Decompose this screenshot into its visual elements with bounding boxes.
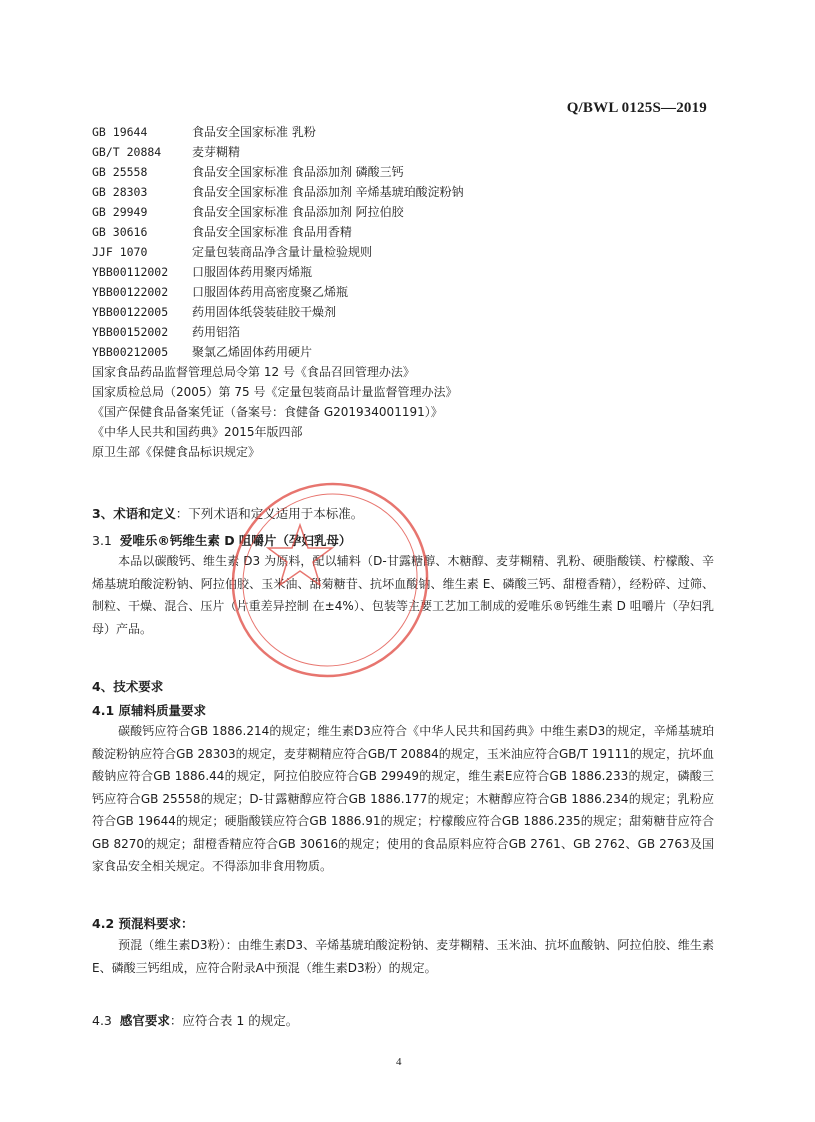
reference-row xyxy=(92,322,732,342)
reference-code: GB 25558 xyxy=(92,165,148,179)
reference-title: 麦芽糊精 xyxy=(192,145,241,159)
reference-code: YBB00152002 xyxy=(92,325,169,339)
reference-code: GB 19644 xyxy=(92,125,148,139)
reference-row xyxy=(92,182,732,202)
reference-row xyxy=(92,162,732,182)
reference-title: 口服固体药用高密度聚乙烯瓶 xyxy=(192,285,349,299)
section-3-1-number: 3.1 xyxy=(92,533,112,548)
reference-title: 定量包装商品净含量计量检验规则 xyxy=(192,245,373,259)
regulation-line: 《中华人民共和国药典》2015年版四部 xyxy=(92,425,303,439)
reference-code: GB 28303 xyxy=(92,185,148,199)
section-4-3-heading xyxy=(92,1011,298,1029)
reference-title: 食品安全国家标准 食品用香精 xyxy=(192,225,352,239)
reference-code: GB 30616 xyxy=(92,225,148,239)
section-4-1-heading xyxy=(92,701,206,719)
reference-code: GB 29949 xyxy=(92,205,148,219)
reference-code: JJF 1070 xyxy=(92,245,148,259)
section-4-3-number: 4.3 xyxy=(92,1013,112,1028)
reference-list xyxy=(92,122,732,362)
section-3-heading xyxy=(92,504,363,522)
reference-title: 药用固体纸袋装硅胶干燥剂 xyxy=(192,305,337,319)
reference-code: YBB00122005 xyxy=(92,305,169,319)
reference-code: YBB00212005 xyxy=(92,345,169,359)
section-3-1-text: 本品以碳酸钙、维生素 D3 为原料，配以辅料（D-甘露糖醇、木糖醇、麦芽糊精、乳粉、硬脂酸镁、柠檬酸、辛烯基琥珀酸淀粉钠、阿拉伯胶、玉米油、甜菊糖苷、抗坏血酸钠、维生素 E、磷酸三钙、甜橙香精），经粉碎、过筛、制粒、干燥、混合、压片（片重差异控制 在±4%）、包装等主要工艺加工制成的爱唯乐®钙维生素 D 咀嚼片（孕妇乳母）产品。 xyxy=(92,554,714,636)
regulation-line: 国家食品药品监督管理总局令第 12 号《食品召回管理办法》 xyxy=(92,365,415,379)
reference-row xyxy=(92,122,732,142)
normative-references xyxy=(92,122,732,462)
section-4-2-text: 预混（维生素D3粉）：由维生素D3、辛烯基琥珀酸淀粉钠、麦芽糊精、玉米油、抗坏血酸钠、阿拉伯胶、维生素E、磷酸三钙组成，应符合附录A中预混（维生素D3粉）的规定。 xyxy=(92,938,714,975)
reference-title: 聚氯乙烯固体药用硬片 xyxy=(192,345,313,359)
reference-row xyxy=(92,262,732,282)
reference-title: 药用铝箔 xyxy=(192,325,241,339)
regulation-line: 国家质检总局（2005）第 75 号《定量包装商品计量监督管理办法》 xyxy=(92,385,458,399)
reference-title: 食品安全国家标准 食品添加剂 阿拉伯胶 xyxy=(192,205,404,219)
reference-title: 食品安全国家标准 食品添加剂 辛烯基琥珀酸淀粉钠 xyxy=(192,185,464,199)
reference-code: GB/T 20884 xyxy=(92,145,162,159)
section-4-3-rest: ：应符合表 1 的规定。 xyxy=(169,1013,299,1028)
section-4-heading xyxy=(92,677,163,695)
reference-row xyxy=(92,342,732,362)
section-4-1-title: 4.1 原辅料质量要求 xyxy=(92,703,206,718)
section-3-1-heading xyxy=(92,531,351,549)
section-4-1-body xyxy=(92,720,714,878)
section-3-heading-bold: 3、术语和定义 xyxy=(92,506,176,521)
reference-code: YBB00122002 xyxy=(92,285,169,299)
section-3-1-title: 爱唯乐®钙维生素 D 咀嚼片（孕妇乳母） xyxy=(119,533,352,548)
document-code: Q/BWL 0125S—2019 xyxy=(566,100,707,116)
reference-row xyxy=(92,282,732,302)
reference-title: 口服固体药用聚丙烯瓶 xyxy=(192,265,313,279)
section-4-1-text: 碳酸钙应符合GB 1886.214的规定；维生素D3应符合《中华人民共和国药典》中维生素D3的规定，辛烯基琥珀酸淀粉钠应符合GB 28303的规定，麦芽糊精应符合GB/T 20884的规定，玉米油应符合GB/T 19111的规定，抗坏血酸钠应符合GB 1886.44的规定，阿拉伯胶应符合GB 29949的规定，维生素E应符合GB 1886.233的规定，磷酸三钙应符合GB 25558的规定；D-甘露糖醇应符合GB 1886.177的规定；木糖醇应符合GB 1886.234的规定；乳粉应符合GB 19644的规定；硬脂酸镁应符合GB 1886.91的规定；柠檬酸应符合GB 1886.235的规定；甜菊糖苷应符合GB 8270的规定；甜橙香精应符合GB 30616的规定；使用的食品原料应符合GB 2761、GB 2762、GB 2763及国家食品安全相关规定。不得添加非食用物质。 xyxy=(92,724,714,873)
section-4-2-body xyxy=(92,934,714,979)
section-4-3-bold: 感官要求 xyxy=(119,1013,170,1028)
reference-row xyxy=(92,142,732,162)
reference-row xyxy=(92,302,732,322)
reference-title: 食品安全国家标准 乳粉 xyxy=(192,125,316,139)
section-4-2-title: 4.2 预混料要求： xyxy=(92,916,194,931)
section-3-1-body xyxy=(92,550,714,640)
reference-row xyxy=(92,202,732,222)
reference-code: YBB00112002 xyxy=(92,265,169,279)
reference-row xyxy=(92,242,732,262)
reference-row xyxy=(92,222,732,242)
section-3-heading-rest: ：下列术语和定义适用于本标准。 xyxy=(175,506,364,521)
section-4-2-heading xyxy=(92,914,194,932)
regulation-line: 原卫生部《保健食品标识规定》 xyxy=(92,445,261,459)
section-4-heading-text: 4、技术要求 xyxy=(92,679,164,694)
regulation-line: 《国产保健食品备案凭证（备案号：食健备 G201934001191）》 xyxy=(92,405,443,419)
regulation-list xyxy=(92,362,732,462)
page-number: 4 xyxy=(396,1056,402,1068)
reference-title: 食品安全国家标准 食品添加剂 磷酸三钙 xyxy=(192,165,404,179)
